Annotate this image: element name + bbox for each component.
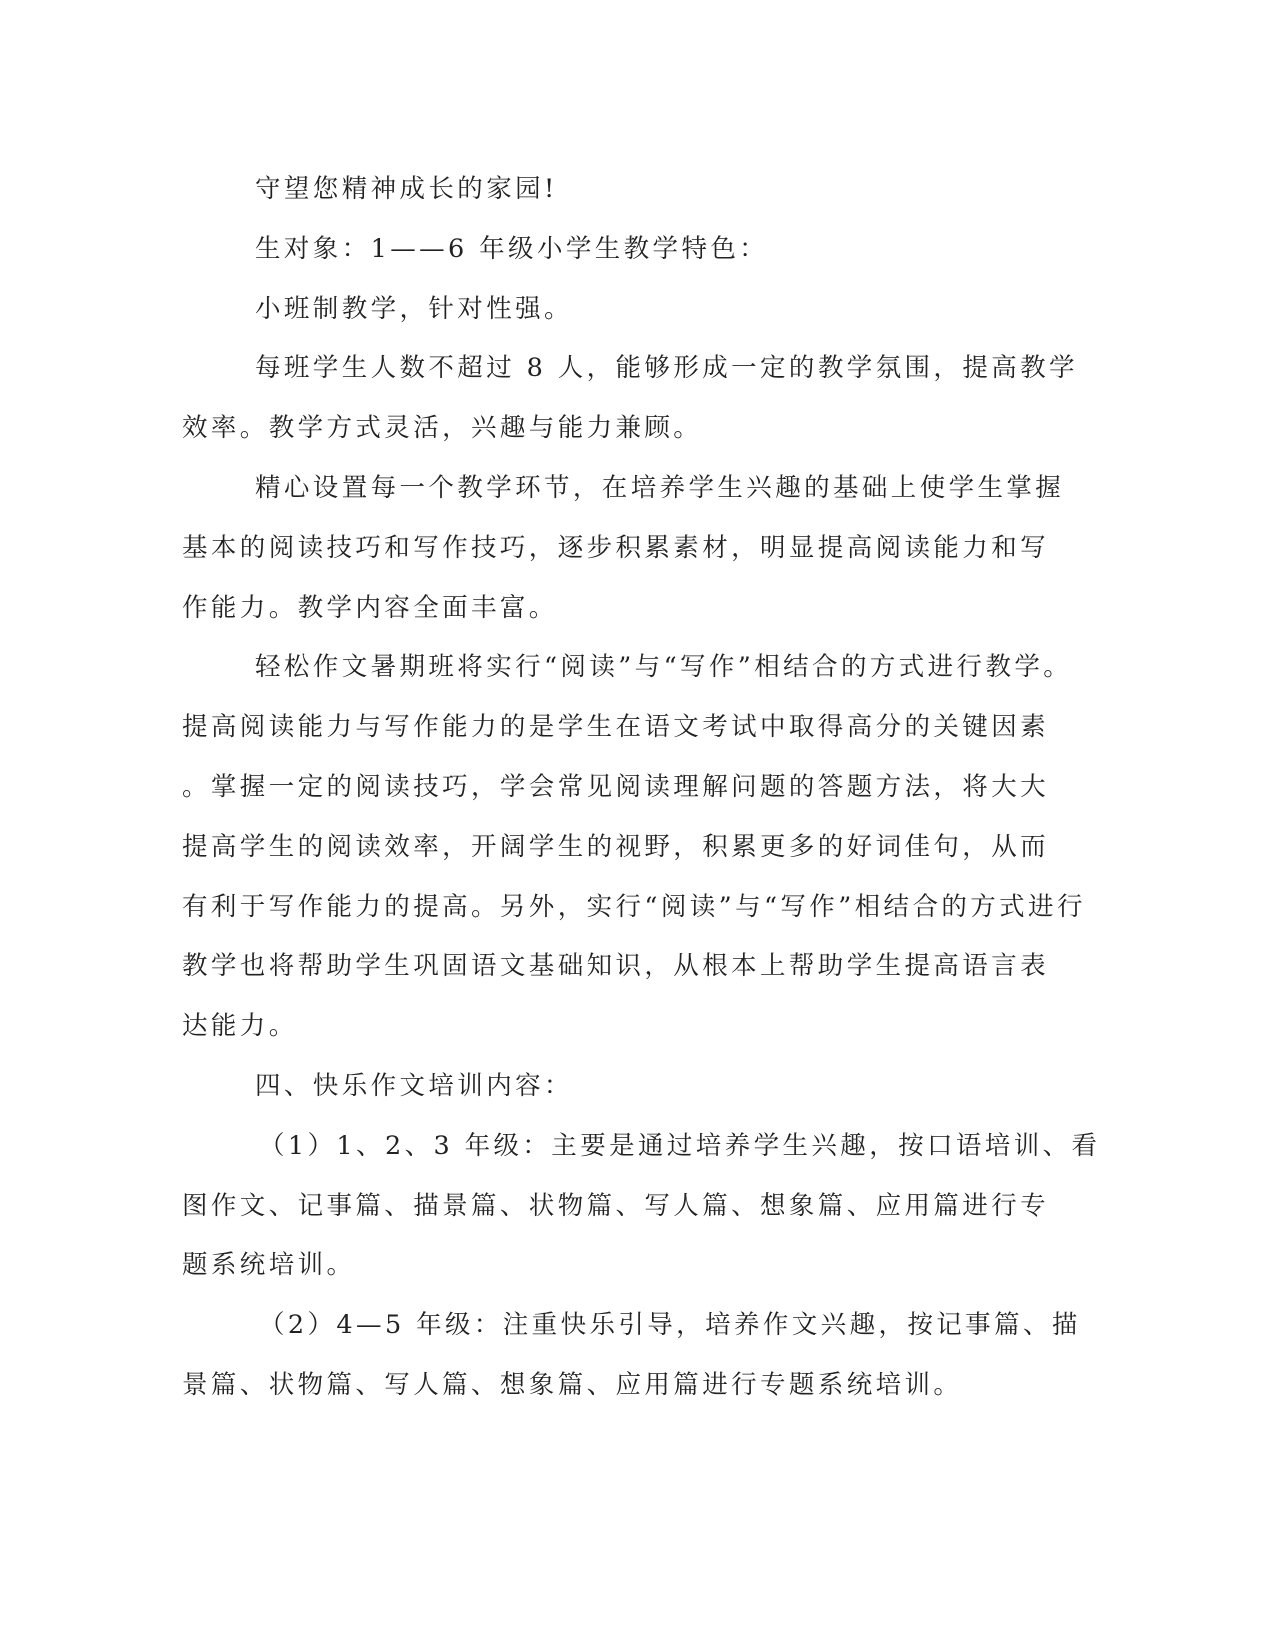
paragraph-line: 生对象：1——6 年级小学生教学特色： [255, 233, 769, 264]
paragraph-line: 题系统培训。 [182, 1250, 356, 1281]
paragraph-line: 效率。教学方式灵活，兴趣与能力兼顾。 [182, 413, 703, 444]
paragraph-line: 基本的阅读技巧和写作技巧，逐步积累素材，明显提高阅读能力和写 [182, 532, 1050, 563]
paragraph-line: 作能力。教学内容全面丰富。 [182, 592, 558, 623]
paragraph-line: 精心设置每一个教学环节，在培养学生兴趣的基础上使学生掌握 [255, 472, 1065, 503]
paragraph-line: 提高学生的阅读效率，开阔学生的视野，积累更多的好词佳句，从而 [182, 831, 1050, 862]
paragraph-line: 景篇、状物篇、写人篇、想象篇、应用篇进行专题系统培训。 [182, 1369, 963, 1400]
paragraph-line: 教学也将帮助学生巩固语文基础知识，从根本上帮助学生提高语言表 [182, 951, 1050, 982]
paragraph-line: 有利于写作能力的提高。另外，实行“阅读”与“写作”相结合的方式进行 [182, 891, 1086, 922]
paragraph-line: 守望您精神成长的家园! [255, 174, 558, 204]
paragraph-line: 每班学生人数不超过 8 人，能够形成一定的教学氛围，提高教学 [255, 353, 1078, 384]
paragraph-line: （2）4—5 年级：注重快乐引导，培养作文兴趣，按记事篇、描 [259, 1310, 1081, 1341]
paragraph-line: 提高阅读能力与写作能力的是学生在语文考试中取得高分的关键因素 [182, 712, 1050, 743]
paragraph-line: 小班制教学，针对性强。 [255, 293, 573, 324]
paragraph-line: 轻松作文暑期班将实行“阅读”与“写作”相结合的方式进行教学。 [255, 652, 1073, 683]
document-body [182, 160, 1101, 1416]
paragraph-line: （1）1、2、3 年级：主要是通过培养学生兴趣，按口语培训、看 [259, 1130, 1101, 1161]
section-heading: 四、快乐作文培训内容： [255, 1070, 573, 1101]
paragraph-line: 。掌握一定的阅读技巧，学会常见阅读理解问题的答题方法，将大大 [182, 771, 1050, 802]
paragraph-line: 达能力。 [182, 1011, 298, 1042]
paragraph-line: 图作文、记事篇、描景篇、状物篇、写人篇、想象篇、应用篇进行专 [182, 1190, 1050, 1221]
